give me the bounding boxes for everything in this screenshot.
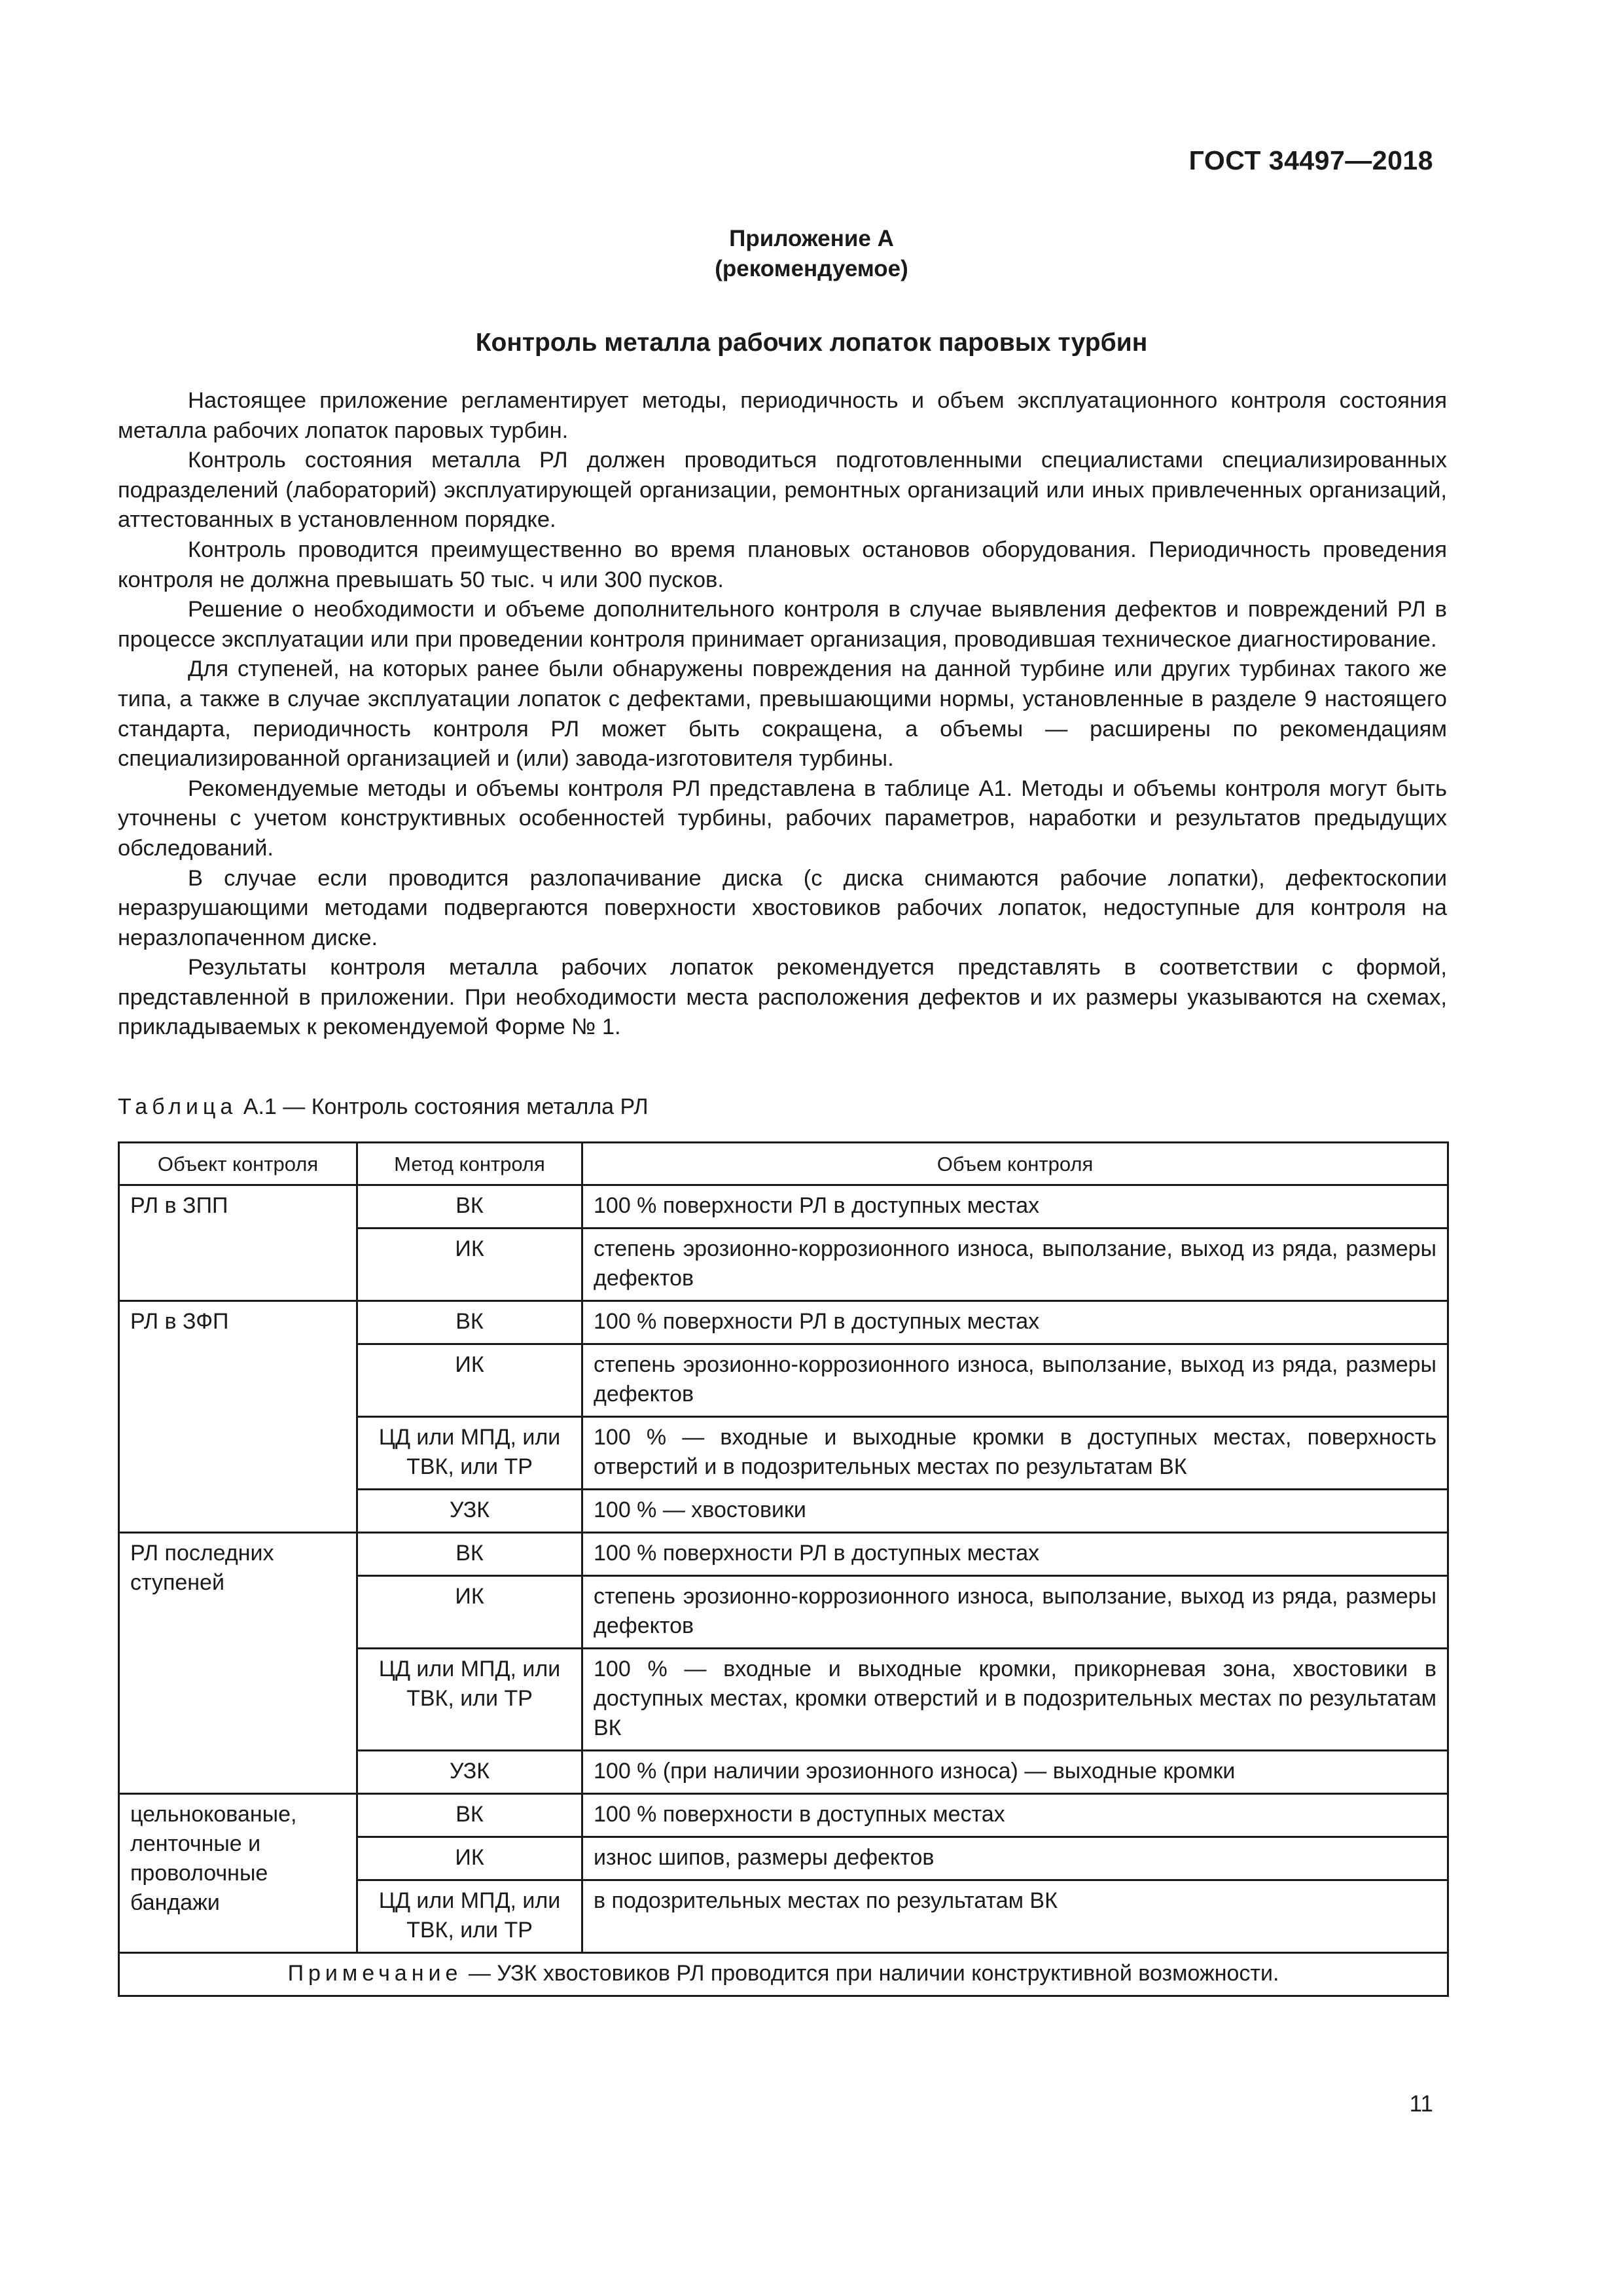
appendix-heading <box>0 224 1623 284</box>
method-cell: ЦД или МПД, или ТВК, или ТР <box>357 1417 582 1490</box>
method-cell: ВК <box>357 1794 582 1837</box>
volume-cell: в подозрительных местах по результатам ВК <box>582 1880 1448 1953</box>
paragraph: Контроль проводится преимущественно во время плановых остановов оборудования. Периодичность проведения контроля не должна превышать 50 тыс. ч или 300 пусков. <box>118 537 1447 592</box>
paragraph: Контроль состояния металла РЛ должен проводиться подготовленными специалистами специализированных подразделений (лабораторий) эксплуатирующей организации, ремонтных организаций или иных привлеченных организаций, аттестованных в установленном порядке. <box>118 448 1447 533</box>
body-text <box>118 386 1447 1043</box>
paragraph: Для ступеней, на которых ранее были обнаружены повреждения на данной турбине или других турбинах такого же типа, а также в случае эксплуатации лопаток с дефектами, превышающими нормы, установленные в разделе 9 настоящего стандарта, периодичность контроля РЛ может быть сокращена, а объемы — расширены по рекомендациям специализированной организацией и (или) завода-изготовителя турбины. <box>118 656 1447 772</box>
table-note-row <box>119 1953 1448 1996</box>
volume-cell: степень эрозионно-коррозионного износа, выползание, выход из ряда, размеры дефектов <box>582 1229 1448 1301</box>
table-row <box>119 1794 1448 1837</box>
header-object: Объект контроля <box>119 1143 357 1185</box>
object-cell: РЛ в ЗФП <box>119 1301 357 1533</box>
volume-cell: 100 % — входные и выходные кромки, прикорневая зона, хвостовики в доступных местах, кромки отверстий и в подозрительных местах по результатам ВК <box>582 1649 1448 1751</box>
method-cell: ВК <box>357 1185 582 1229</box>
object-cell: цельнокованые, ленточные и проволочные бандажи <box>119 1794 357 1953</box>
method-cell: УЗК <box>357 1490 582 1533</box>
method-cell: ИК <box>357 1229 582 1301</box>
volume-cell: 100 % — хвостовики <box>582 1490 1448 1533</box>
control-table <box>118 1141 1449 1997</box>
volume-cell: 100 % поверхности в доступных местах <box>582 1794 1448 1837</box>
table-caption <box>118 1094 649 1120</box>
appendix-status: (рекомендуемое) <box>715 256 908 281</box>
table-header-row <box>119 1143 1448 1185</box>
note-label: Примечание <box>287 1961 463 1986</box>
volume-cell: 100 % поверхности РЛ в доступных местах <box>582 1533 1448 1576</box>
volume-cell: 100 % (при наличии эрозионного износа) — выходные кромки <box>582 1751 1448 1794</box>
object-cell: РЛ последних ступеней <box>119 1533 357 1794</box>
table-caption-text: А.1 — Контроль состояния металла РЛ <box>243 1094 649 1119</box>
method-cell: ИК <box>357 1576 582 1649</box>
method-cell: ЦД или МПД, или ТВК, или ТР <box>357 1880 582 1953</box>
volume-cell: степень эрозионно-коррозионного износа, выползание, выход из ряда, размеры дефектов <box>582 1344 1448 1417</box>
header-volume: Объем контроля <box>582 1143 1448 1185</box>
method-cell: ЦД или МПД, или ТВК, или ТР <box>357 1649 582 1751</box>
paragraph: Рекомендуемые методы и объемы контроля РЛ представлена в таблице А1. Методы и объемы контроля могут быть уточнены с учетом конструктивных особенностей турбины, рабочих параметров, наработки и результатов предыдущих обследований. <box>118 776 1447 861</box>
table-row <box>119 1301 1448 1344</box>
paragraph: В случае если проводится разлопачивание диска (с диска снимаются рабочие лопатки), дефектоскопии неразрушающими методами подвергаются поверхности хвостовиков рабочих лопаток, недоступные для контроля на неразлопаченном диске. <box>118 865 1447 950</box>
method-cell: ИК <box>357 1837 582 1880</box>
volume-cell: 100 % поверхности РЛ в доступных местах <box>582 1301 1448 1344</box>
method-cell: ВК <box>357 1533 582 1576</box>
paragraph: Решение о необходимости и объеме дополнительного контроля в случае выявления дефектов и повреждений РЛ в процессе эксплуатации или при проведении контроля принимает организация, проводившая техническое диагностирование. <box>118 597 1447 652</box>
method-cell: ИК <box>357 1344 582 1417</box>
volume-cell: 100 % — входные и выходные кромки в доступных местах, поверхность отверстий и в подозрительных местах по результатам ВК <box>582 1417 1448 1490</box>
appendix-label: Приложение А <box>729 226 894 251</box>
volume-cell: степень эрозионно-коррозионного износа, выползание, выход из ряда, размеры дефектов <box>582 1576 1448 1649</box>
table-note <box>119 1953 1448 1996</box>
header-method: Метод контроля <box>357 1143 582 1185</box>
paragraph: Результаты контроля металла рабочих лопаток рекомендуется представлять в соответствии с формой, представленной в приложении. При необходимости места расположения дефектов и их размеры указываются на схемах, прикладываемых к рекомендуемой Форме № 1. <box>118 955 1447 1040</box>
paragraph: Настоящее приложение регламентирует методы, периодичность и объем эксплуатационного контроля состояния металла рабочих лопаток паровых турбин. <box>118 388 1447 443</box>
method-cell: УЗК <box>357 1751 582 1794</box>
page-number: 11 <box>1409 2091 1433 2117</box>
doc-header: ГОСТ 34497—2018 <box>1188 145 1433 175</box>
table-caption-label: Таблица <box>118 1094 238 1119</box>
method-cell: ВК <box>357 1301 582 1344</box>
note-text: — УЗК хвостовиков РЛ проводится при наличии конструктивной возможности. <box>468 1961 1279 1986</box>
volume-cell: 100 % поверхности РЛ в доступных местах <box>582 1185 1448 1229</box>
volume-cell: износ шипов, размеры дефектов <box>582 1837 1448 1880</box>
table-row <box>119 1185 1448 1229</box>
table-row <box>119 1533 1448 1576</box>
object-cell: РЛ в ЗПП <box>119 1185 357 1301</box>
doc-title: Контроль металла рабочих лопаток паровых турбин <box>475 329 1148 357</box>
